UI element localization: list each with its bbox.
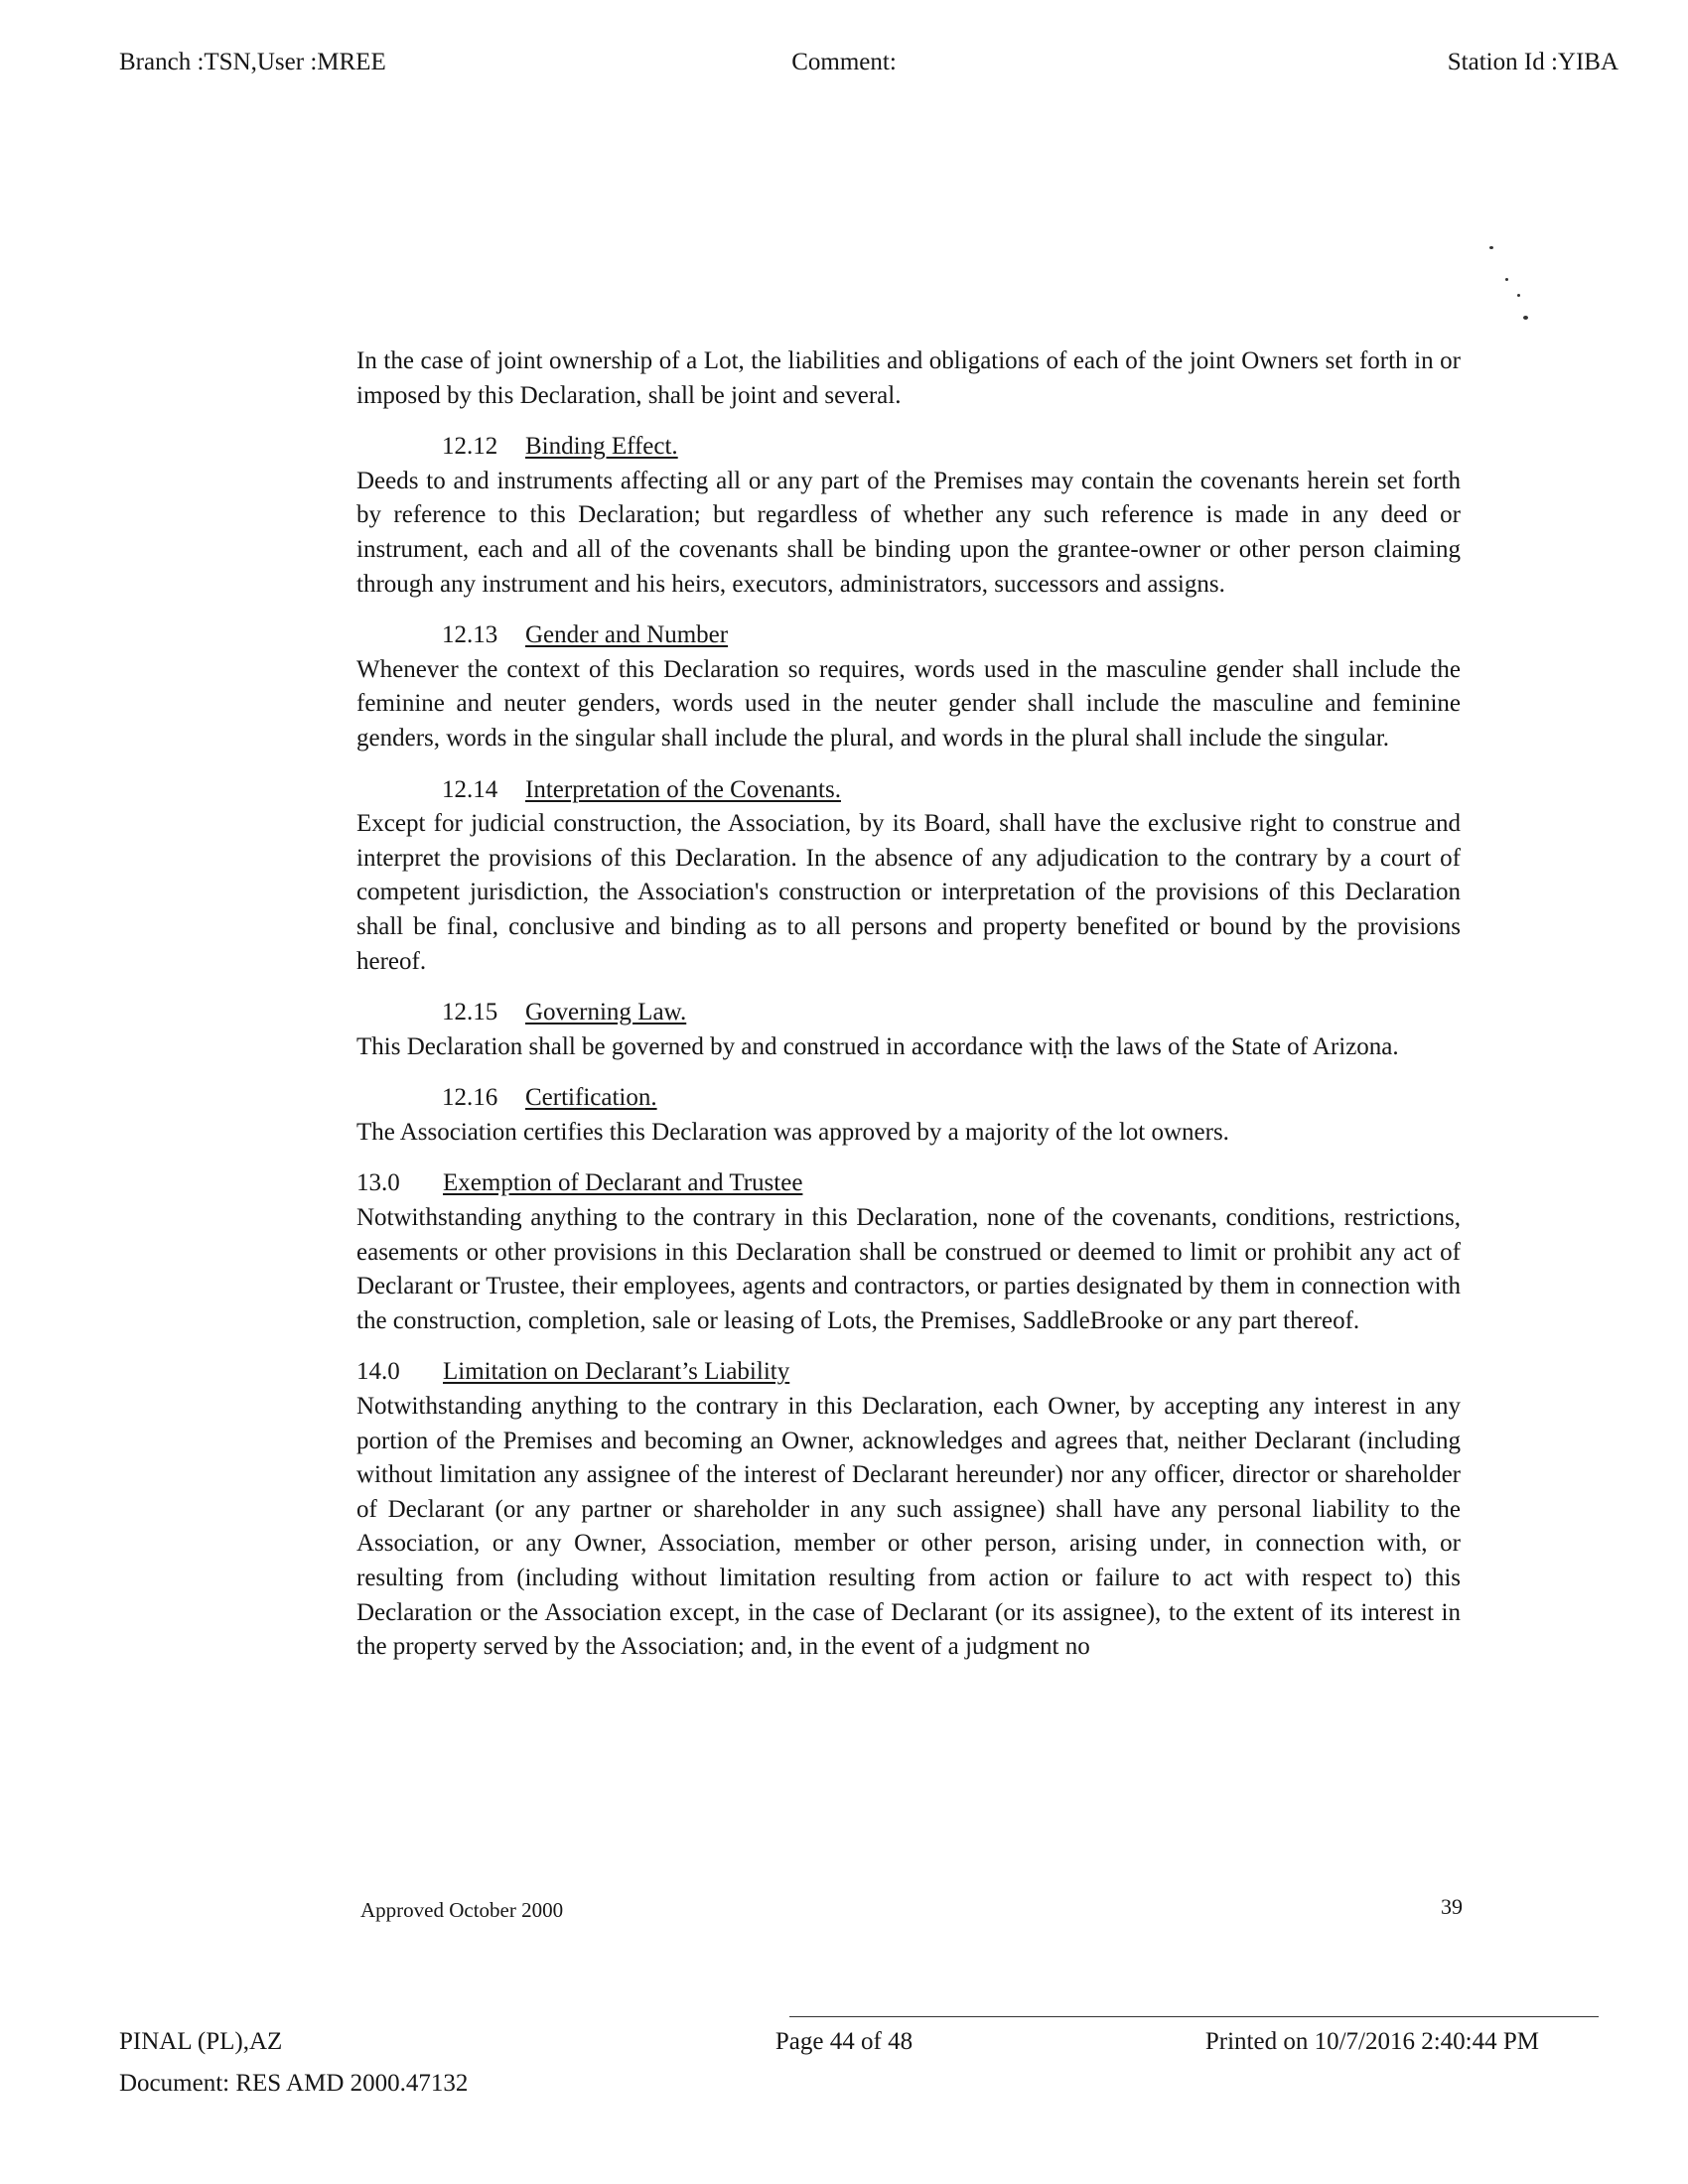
section-text: The Association certifies this Declaration was approved by a majority of the lot owners.: [356, 1118, 1229, 1146]
section-12-13: [356, 618, 1461, 755]
section-13-0: [356, 1166, 1461, 1338]
section-title: Certification.: [525, 1084, 657, 1112]
section-number: 12.16: [442, 1084, 498, 1112]
section-12-12: [356, 430, 1461, 602]
section-12-14: [356, 773, 1461, 980]
section-heading: [356, 1081, 1461, 1116]
section-12-16: [356, 1081, 1461, 1150]
footer-printed-timestamp: Printed on 10/7/2016 2:40:44 PM: [1204, 2028, 1539, 2055]
footer-page-count: Page 44 of 48: [774, 2028, 914, 2055]
header-branch-user: Branch :TSN,User :MREE: [119, 49, 386, 75]
section-heading: [356, 430, 1461, 465]
section-heading: [356, 773, 1461, 808]
header-station-id: Station Id :YIBA: [1447, 49, 1618, 75]
section-heading: [356, 618, 1461, 653]
section-text: Notwithstanding anything to the contrary in this Declaration, each Owner, by accepting any interest in any portion of the Premises and becoming an Owner, acknowledges and agrees that, neither Declarant (including without limitation any assignee of the interest of Declarant hereunder) nor any officer, director or shareholder of Declarant (or any partner or shareholder in any such assignee) shall have any personal liability to the Association, or any Owner, Association, member or other person, arising under, in connection with, or resulting from (including without limitation resulting from action or failure to act with respect to) this Declaration or the Association except, in the case of Declarant (or its assignee), to the extent of its interest in the property served by the Association; and, in the event of a judgment no: [356, 1393, 1461, 1661]
section-12-15: [356, 996, 1461, 1064]
section-number: 12.12: [442, 433, 498, 461]
section-text: Deeds to and instruments affecting all or any part of the Premises may contain the covenants herein set forth by reference to this Declaration; but regardless of whether any such reference is made in any deed or instrument, each and all of the covenants shall be binding upon the grantee-owner or other person claiming through any instrument and his heirs, executors, administrators, successors and assigns.: [356, 467, 1461, 598]
section-number: 12.14: [442, 775, 498, 803]
section-number: 14.0: [356, 1358, 400, 1386]
section-title: Gender and Number: [525, 621, 729, 649]
scan-speck: [1517, 294, 1520, 297]
section-number: 12.15: [442, 999, 498, 1026]
approval-note: Approved October 2000: [360, 1898, 564, 1922]
scan-speck: [1489, 246, 1493, 249]
section-heading: [356, 1166, 1461, 1201]
section-title: Exemption of Declarant and Trustee: [443, 1169, 803, 1197]
section-title: Limitation on Declarant’s Liability: [443, 1358, 790, 1386]
section-number: 13.0: [356, 1169, 400, 1197]
section-heading: [356, 996, 1461, 1030]
section-heading: [356, 1355, 1461, 1390]
scan-speck: [1505, 278, 1508, 281]
section-text: Whenever the context of this Declaration so requires, words used in the masculine gender shall include the feminine and neuter genders, words used in the neuter gender shall include the masculine and feminine genders, words in the singular shall include the plural, and words in the plural shall include the singular.: [356, 655, 1461, 751]
section-title: Interpretation of the Covenants.: [525, 775, 841, 803]
section-14-0: [356, 1355, 1461, 1664]
document-body: [356, 344, 1461, 1665]
section-text: Notwithstanding anything to the contrary in this Declaration, none of the covenants, conditions, restrictions, easements or other provisions in this Declaration shall be construed or deemed to limit or prohibit any act of Declarant or Trustee, their employees, agents and contractors, or parties designated by them in connection with the construction, completion, sale or leasing of Lots, the Premises, SaddleBrooke or any part thereof.: [356, 1204, 1461, 1334]
intro-paragraph: In the case of joint ownership of a Lot, the liabilities and obligations of each of the joint Owners set forth in or imposed by this Declaration, shall be joint and several.: [356, 347, 1461, 409]
section-title: Binding Effect.: [525, 433, 678, 461]
header-comment: Comment:: [791, 49, 897, 75]
section-number: 12.13: [442, 621, 498, 649]
footer-document-id: Document: RES AMD 2000.47132: [119, 2070, 469, 2097]
footer-county: PINAL (PL),AZ: [119, 2028, 283, 2055]
section-text: Except for judicial construction, the Association, by its Board, shall have the exclusive right to construe and interpret the provisions of this Declaration. In the absence of any adjudication to the contrary by a court of competent jurisdiction, the Association's construction or interpretation of the provisions of this Declaration shall be final, conclusive and binding as to all persons and property benefited or bound by the provisions hereof.: [356, 810, 1461, 975]
footer-rule: [789, 2016, 1599, 2017]
section-text: This Declaration shall be governed by and construed in accordance with the laws of the State of Arizona.: [356, 1032, 1399, 1060]
section-title: Governing Law.: [525, 999, 687, 1026]
scan-speck: [1523, 316, 1528, 320]
page-number: 39: [1441, 1894, 1463, 1919]
